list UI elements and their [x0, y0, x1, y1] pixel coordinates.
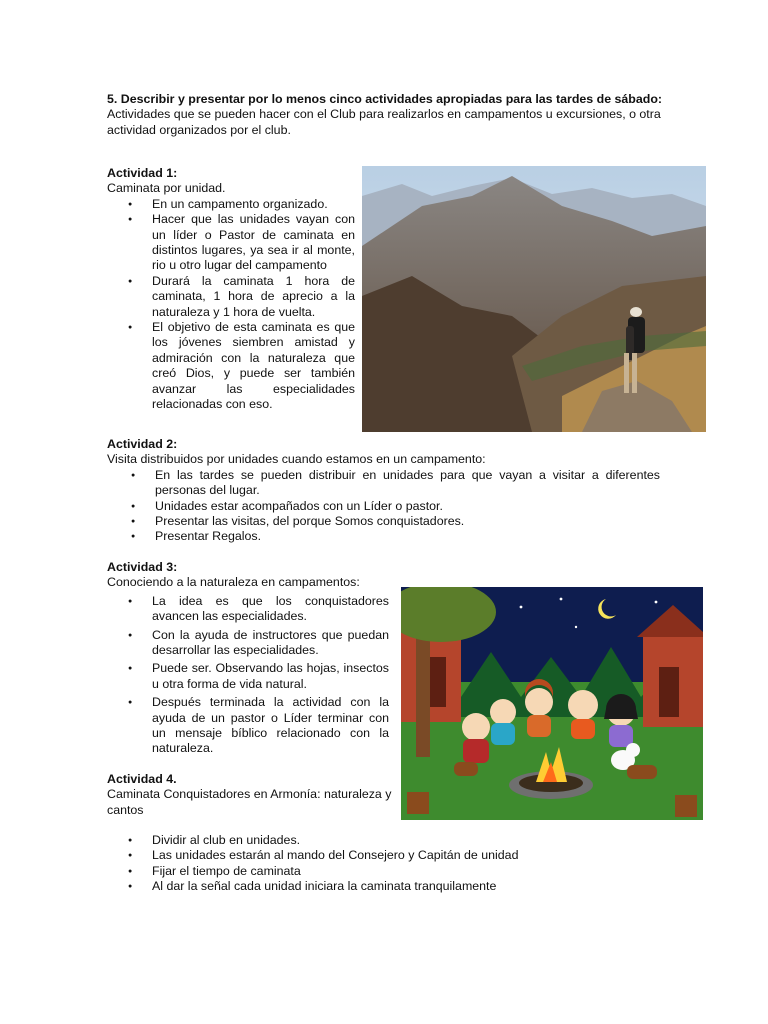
section-intro: Actividades que se pueden hacer con el Club para realizarlos en campamentos u excursiones, o otra actividad organizados por el club. [107, 107, 661, 137]
list-item: ● Durará la caminata 1 hora de caminata, 1 hora de aprecio a la naturaleza y 1 hora de vuelta. [152, 274, 355, 320]
mountain-photo-art [362, 166, 706, 432]
activity-subtitle: Conociendo a la naturaleza en campamentos: [107, 575, 360, 590]
activity-2 [107, 437, 660, 545]
activity-list [152, 197, 355, 413]
activity-4-header [107, 772, 397, 818]
activity-subtitle: Visita distribuidos por unidades cuando estamos en un campamento: [107, 452, 486, 467]
activity-1 [107, 166, 355, 413]
list-item: ● Presentar Regalos. [155, 529, 660, 544]
activity-subtitle: Caminata por unidad. [107, 181, 226, 196]
campfire-cartoon-illustration [401, 587, 703, 820]
list-item: ● Al dar la señal cada unidad iniciara la caminata tranquilamente [152, 879, 567, 894]
list-item: ● Después terminada la actividad con la ayuda de un pastor o Líder terminar con un mensaje bíblico relacionado con la naturaleza. [152, 695, 389, 757]
section-header [107, 92, 667, 138]
list-item: ● Unidades estar acompañados con un Líder o pastor. [155, 499, 660, 514]
activity-list [152, 833, 567, 895]
activity-4 [107, 833, 567, 895]
list-item: ● En las tardes se pueden distribuir en unidades para que vayan a visitar a diferentes personas del lugar. [155, 468, 660, 499]
activity-heading: Actividad 3: [107, 560, 178, 574]
activity-3 [107, 560, 389, 757]
list-item: ● Las unidades estarán al mando del Consejero y Capitán de unidad [152, 848, 567, 863]
list-item: ● Presentar las visitas, del porque Somos conquistadores. [155, 514, 660, 529]
activity-heading: Actividad 1: [107, 166, 178, 180]
list-item: ● En un campamento organizado. [152, 197, 355, 212]
campfire-art [401, 587, 703, 820]
list-item: ● El objetivo de esta caminata es que los jóvenes siembren amistad y admiración con la naturaleza que creó Dios, y puede ser también avanzar las especialidades relacionadas con eso. [152, 320, 355, 412]
section-title: 5. Describir y presentar por lo menos cinco actividades apropiadas para las tardes de sábado: [107, 92, 663, 106]
activity-list [155, 468, 660, 545]
mountain-hiker-photo [362, 166, 706, 432]
list-item: ● Puede ser. Observando las hojas, insectos u otra forma de vida natural. [152, 661, 389, 692]
activity-heading: Actividad 2: [107, 437, 178, 451]
activity-heading: Actividad 4. [107, 772, 177, 786]
list-item: ● Hacer que las unidades vayan con un líder o Pastor de caminata en distintos lugares, ya sea ir al monte, rio u otro lugar del campamento [152, 212, 355, 274]
list-item: ● Fijar el tiempo de caminata [152, 864, 567, 879]
activity-subtitle: Caminata Conquistadores en Armonía: naturaleza y cantos [107, 787, 392, 817]
activity-list [152, 594, 389, 757]
list-item: ● Con la ayuda de instructores que puedan desarrollar las especialidades. [152, 628, 389, 659]
list-item: ● Dividir al club en unidades. [152, 833, 567, 848]
list-item: ● La idea es que los conquistadores avancen las especialidades. [152, 594, 389, 625]
